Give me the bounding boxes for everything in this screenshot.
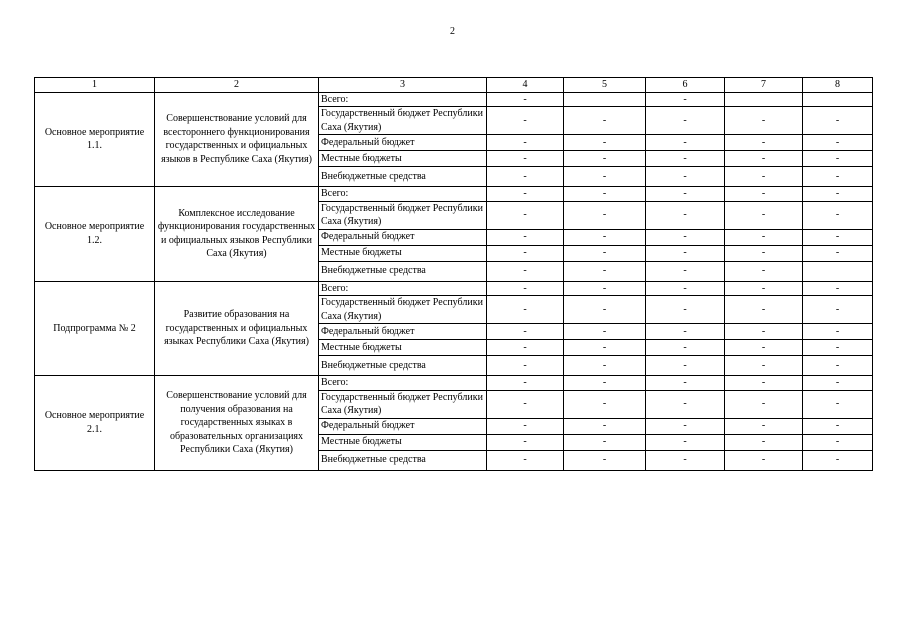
amount-cell: - [725, 450, 803, 470]
amount-cell: - [564, 135, 646, 151]
amount-cell: - [487, 92, 564, 107]
amount-cell: - [803, 107, 873, 135]
amount-cell: - [803, 356, 873, 376]
amount-cell: - [725, 434, 803, 450]
amount-cell: - [803, 418, 873, 434]
amount-cell: - [487, 356, 564, 376]
amount-cell: - [487, 245, 564, 261]
funding-source: Местные бюджеты [319, 151, 487, 167]
funding-source: Государственный бюджет Республики Саха (Якутия) [319, 201, 487, 229]
amount-cell [725, 92, 803, 107]
amount-cell: - [564, 376, 646, 391]
column-number-row [35, 78, 873, 93]
amount-cell: - [725, 324, 803, 340]
amount-cell: - [725, 296, 803, 324]
amount-cell: - [564, 245, 646, 261]
amount-cell: - [646, 135, 725, 151]
amount-cell: - [564, 281, 646, 296]
amount-cell: - [803, 187, 873, 202]
column-header: 1 [35, 78, 155, 93]
measure-label: Подпрограмма № 2 [35, 281, 155, 376]
amount-cell: - [646, 229, 725, 245]
amount-cell: - [564, 167, 646, 187]
funding-source: Федеральный бюджет [319, 418, 487, 434]
amount-cell: - [803, 296, 873, 324]
funding-source: Государственный бюджет Республики Саха (Якутия) [319, 107, 487, 135]
amount-cell: - [564, 229, 646, 245]
measure-description: Совершенствование условий для получения образования на государственных языках в образовательных организациях Республики Саха (Якутия) [155, 376, 319, 471]
amount-cell: - [646, 187, 725, 202]
amount-cell: - [564, 390, 646, 418]
amount-cell: - [803, 151, 873, 167]
amount-cell: - [803, 434, 873, 450]
amount-cell: - [564, 201, 646, 229]
funding-source: Всего: [319, 187, 487, 202]
funding-source: Внебюджетные средства [319, 356, 487, 376]
amount-cell: - [803, 167, 873, 187]
funding-source: Местные бюджеты [319, 340, 487, 356]
measure-label: Основное мероприятие 1.2. [35, 187, 155, 282]
amount-cell: - [725, 151, 803, 167]
amount-cell: - [564, 418, 646, 434]
amount-cell: - [725, 187, 803, 202]
amount-cell: - [487, 229, 564, 245]
amount-cell: - [725, 245, 803, 261]
funding-source: Федеральный бюджет [319, 135, 487, 151]
column-header: 4 [487, 78, 564, 93]
amount-cell: - [487, 151, 564, 167]
column-header: 8 [803, 78, 873, 93]
amount-cell: - [803, 390, 873, 418]
amount-cell: - [487, 376, 564, 391]
amount-cell: - [646, 151, 725, 167]
amount-cell: - [725, 340, 803, 356]
amount-cell: - [646, 418, 725, 434]
amount-cell [803, 92, 873, 107]
amount-cell: - [725, 376, 803, 391]
column-header: 3 [319, 78, 487, 93]
amount-cell: - [564, 151, 646, 167]
amount-cell: - [487, 201, 564, 229]
column-header: 5 [564, 78, 646, 93]
amount-cell: - [646, 245, 725, 261]
funding-source: Федеральный бюджет [319, 229, 487, 245]
amount-cell: - [803, 245, 873, 261]
amount-cell: - [646, 167, 725, 187]
amount-cell: - [725, 201, 803, 229]
amount-cell: - [564, 356, 646, 376]
funding-source: Внебюджетные средства [319, 261, 487, 281]
amount-cell: - [487, 418, 564, 434]
amount-cell: - [646, 107, 725, 135]
amount-cell: - [564, 296, 646, 324]
measure-description: Развитие образования на государственных и официальных языках Республики Саха (Якутия) [155, 281, 319, 376]
amount-cell: - [725, 229, 803, 245]
funding-source: Всего: [319, 281, 487, 296]
measure-label: Основное мероприятие 1.1. [35, 92, 155, 187]
amount-cell: - [487, 135, 564, 151]
amount-cell: - [803, 281, 873, 296]
amount-cell: - [725, 261, 803, 281]
funding-source: Государственный бюджет Республики Саха (Якутия) [319, 296, 487, 324]
amount-cell: - [487, 187, 564, 202]
amount-cell: - [646, 376, 725, 391]
amount-cell: - [646, 261, 725, 281]
amount-cell [564, 92, 646, 107]
amount-cell: - [725, 418, 803, 434]
funding-source: Местные бюджеты [319, 245, 487, 261]
amount-cell: - [646, 281, 725, 296]
amount-cell: - [646, 434, 725, 450]
column-header: 2 [155, 78, 319, 93]
amount-cell: - [646, 92, 725, 107]
funding-source: Внебюджетные средства [319, 167, 487, 187]
amount-cell: - [487, 434, 564, 450]
amount-cell: - [725, 107, 803, 135]
amount-cell: - [725, 167, 803, 187]
amount-cell: - [803, 450, 873, 470]
measure-label: Основное мероприятие 2.1. [35, 376, 155, 471]
amount-cell: - [646, 450, 725, 470]
amount-cell: - [646, 324, 725, 340]
amount-cell: - [725, 281, 803, 296]
amount-cell: - [564, 261, 646, 281]
amount-cell: - [564, 450, 646, 470]
amount-cell: - [803, 340, 873, 356]
amount-cell: - [487, 390, 564, 418]
amount-cell: - [564, 324, 646, 340]
amount-cell: - [487, 281, 564, 296]
table-body [35, 92, 873, 470]
amount-cell: - [725, 356, 803, 376]
table-row [35, 376, 873, 391]
amount-cell: - [564, 107, 646, 135]
amount-cell: - [487, 107, 564, 135]
amount-cell: - [646, 340, 725, 356]
amount-cell: - [803, 376, 873, 391]
amount-cell: - [646, 201, 725, 229]
page-number: 2 [450, 26, 455, 37]
amount-cell: - [803, 201, 873, 229]
amount-cell: - [487, 340, 564, 356]
amount-cell: - [564, 187, 646, 202]
funding-source: Местные бюджеты [319, 434, 487, 450]
table-row [35, 187, 873, 202]
amount-cell [803, 261, 873, 281]
column-header: 7 [725, 78, 803, 93]
amount-cell: - [487, 324, 564, 340]
funding-source: Внебюджетные средства [319, 450, 487, 470]
amount-cell: - [487, 296, 564, 324]
amount-cell: - [564, 340, 646, 356]
amount-cell: - [487, 167, 564, 187]
measure-description: Комплексное исследование функционирования государственных и официальных языков Республики Саха (Якутия) [155, 187, 319, 282]
amount-cell: - [646, 390, 725, 418]
amount-cell: - [646, 296, 725, 324]
column-header: 6 [646, 78, 725, 93]
amount-cell: - [803, 135, 873, 151]
funding-source: Всего: [319, 92, 487, 107]
budget-table [34, 77, 873, 471]
funding-source: Федеральный бюджет [319, 324, 487, 340]
amount-cell: - [725, 390, 803, 418]
amount-cell: - [487, 261, 564, 281]
amount-cell: - [646, 356, 725, 376]
table-row [35, 281, 873, 296]
amount-cell: - [803, 229, 873, 245]
funding-source: Всего: [319, 376, 487, 391]
table-row [35, 92, 873, 107]
amount-cell: - [725, 135, 803, 151]
measure-description: Совершенствование условий для всестороннего функционирования государственных и официальных языков в Республике Саха (Якутия) [155, 92, 319, 187]
amount-cell: - [564, 434, 646, 450]
funding-source: Государственный бюджет Республики Саха (Якутия) [319, 390, 487, 418]
amount-cell: - [803, 324, 873, 340]
amount-cell: - [487, 450, 564, 470]
